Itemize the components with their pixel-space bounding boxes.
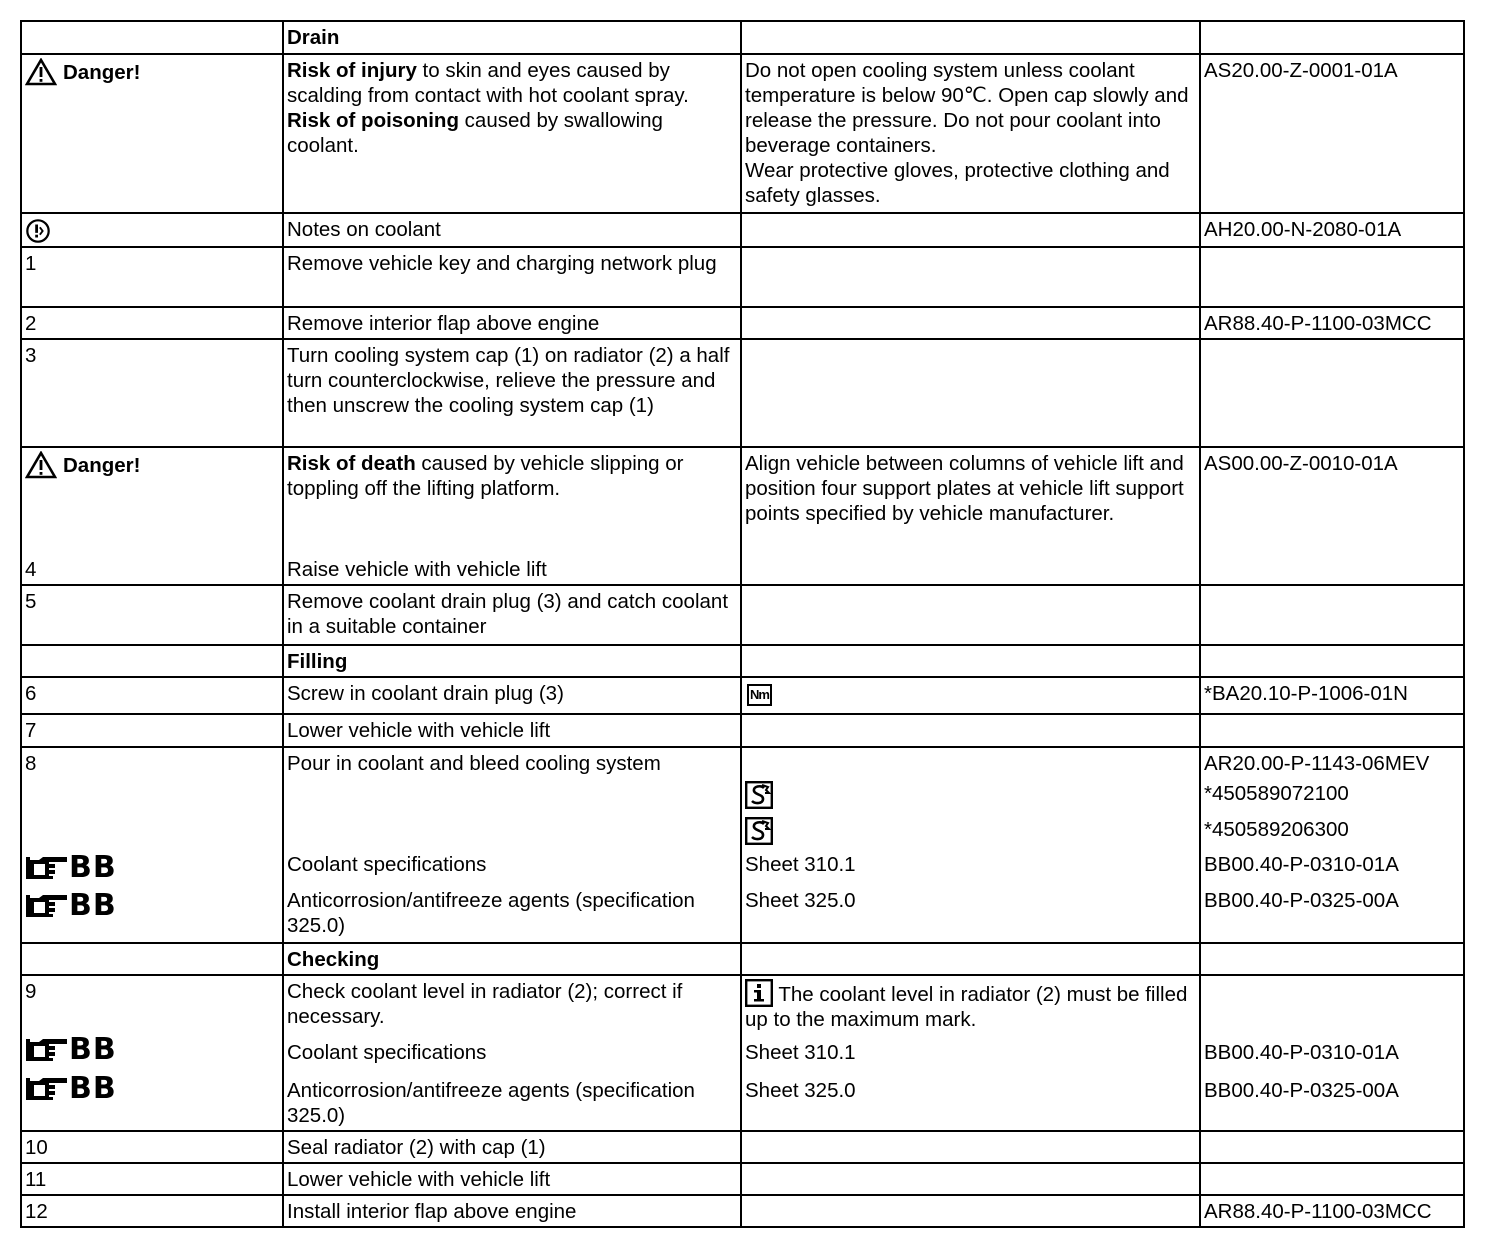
sheet-text: Sheet 325.0 (745, 1079, 856, 1102)
doc-reference[interactable]: AS20.00-Z-0001-01A (1200, 54, 1464, 213)
risk-text: caused by vehicle slipping or toppling off the lifting platform. (287, 452, 684, 500)
spec-text: Coolant specifications (287, 853, 487, 876)
sheet-text: Sheet 325.0 (745, 889, 856, 912)
warning-triangle-icon (25, 58, 57, 86)
step-number: 12 (21, 1195, 283, 1227)
step-number: 4 (25, 558, 37, 581)
doc-reference[interactable]: AH20.00-N-2080-01A (1200, 213, 1464, 247)
step-number: 1 (21, 247, 283, 307)
danger-text: Danger! (63, 453, 141, 477)
info-icon (745, 979, 773, 1007)
bb-reference[interactable] (25, 1032, 277, 1067)
doc-reference[interactable]: BB00.40-P-0310-01A (1204, 853, 1399, 876)
step-text: Remove coolant drain plug (3) and catch coolant in a suitable container (283, 585, 741, 645)
pointing-hand-icon (25, 855, 69, 881)
table-row (21, 747, 1464, 943)
table-row (21, 447, 1464, 585)
safety-measures: Wear protective gloves, protective clothing and safety glasses. (745, 159, 1170, 207)
risk-text: to skin and eyes caused by scalding from contact with hot coolant spray. (287, 59, 689, 107)
step-text: Turn cooling system cap (1) on radiator (2) a half turn counterclockwise, relieve the pressure and then unscrew the cooling system cap (1) (283, 339, 741, 447)
doc-reference[interactable]: BB00.40-P-0325-00A (1204, 1079, 1399, 1102)
info-text: The coolant level in radiator (2) must be filled up to the maximum mark. (745, 983, 1188, 1031)
step-number: 8 (25, 752, 37, 775)
table-row (21, 1131, 1464, 1163)
bb-label: BB (69, 850, 117, 885)
section-row-drain (21, 21, 1464, 54)
section-row-checking (21, 943, 1464, 975)
risk-title: Risk of injury (287, 59, 417, 82)
danger-label (25, 451, 277, 479)
step-number: 7 (21, 714, 283, 747)
step-number: 10 (21, 1131, 283, 1163)
bb-reference[interactable] (25, 888, 277, 923)
safety-measures: Align vehicle between columns of vehicle lift and position four support plates at vehicle lift support points specified by vehicle manufacturer. (741, 447, 1200, 585)
table-row (21, 714, 1464, 747)
table-row (21, 247, 1464, 307)
pointing-hand-icon (25, 893, 69, 919)
step-text: Pour in coolant and bleed cooling system (287, 752, 661, 775)
warning-triangle-icon (25, 451, 57, 479)
step-number: 5 (21, 585, 283, 645)
risk-text: caused by swallowing coolant. (287, 109, 663, 157)
pointing-hand-icon (25, 1037, 69, 1063)
doc-reference[interactable]: *BA20.10-P-1006-01N (1200, 677, 1464, 714)
safety-measures: Do not open cooling system unless coolant temperature is below 90℃. Open cap slowly and release the pressure. Do not pour coolant into beverage containers. (745, 59, 1189, 157)
table-row (21, 1195, 1464, 1227)
sheet-text: Sheet 310.1 (745, 1041, 856, 1064)
step-number: 9 (25, 980, 37, 1003)
special-tool-icon[interactable] (745, 781, 773, 809)
doc-reference[interactable]: BB00.40-P-0325-00A (1204, 889, 1399, 912)
step-text: Check coolant level in radiator (2); correct if necessary. (287, 980, 683, 1028)
step-number: 2 (21, 307, 283, 339)
step-text: Remove interior flap above engine (283, 307, 741, 339)
doc-reference[interactable]: AR20.00-P-1143-06MEV (1204, 752, 1430, 775)
step-text: Install interior flap above engine (283, 1195, 741, 1227)
special-tool-icon[interactable] (745, 817, 773, 845)
section-title-checking: Checking (283, 943, 741, 975)
table-row (21, 307, 1464, 339)
spec-text: Anticorrosion/antifreeze agents (specification 325.0) (287, 889, 695, 937)
risk-title: Risk of poisoning (287, 109, 459, 132)
step-number: 6 (21, 677, 283, 714)
table-row (21, 585, 1464, 645)
doc-reference[interactable]: AS00.00-Z-0010-01A (1200, 447, 1464, 585)
danger-text: Danger! (63, 60, 141, 84)
notes-icon (25, 218, 51, 244)
procedure-table (20, 20, 1465, 1228)
step-text: Notes on coolant (283, 213, 741, 247)
bb-label: BB (69, 888, 117, 923)
bb-reference[interactable] (25, 1071, 277, 1106)
table-row (21, 677, 1464, 714)
doc-reference[interactable]: AR88.40-P-1100-03MCC (1200, 1195, 1464, 1227)
danger-label (25, 58, 277, 86)
step-number: 3 (21, 339, 283, 447)
bb-label: BB (69, 1071, 117, 1106)
section-row-filling (21, 645, 1464, 677)
table-row (21, 975, 1464, 1131)
step-text: Remove vehicle key and charging network plug (283, 247, 741, 307)
risk-title: Risk of death (287, 452, 416, 475)
tool-reference[interactable]: *450589206300 (1204, 818, 1349, 841)
spec-text: Anticorrosion/antifreeze agents (specification 325.0) (287, 1079, 695, 1127)
sheet-text: Sheet 310.1 (745, 853, 856, 876)
table-row (21, 1163, 1464, 1195)
spec-text: Coolant specifications (287, 1041, 487, 1064)
doc-reference[interactable]: BB00.40-P-0310-01A (1204, 1041, 1399, 1064)
step-text: Screw in coolant drain plug (3) (283, 677, 741, 714)
section-title-filling: Filling (283, 645, 741, 677)
torque-nm-icon[interactable]: Nm (747, 684, 772, 706)
table-row (21, 54, 1464, 213)
table-row (21, 339, 1464, 447)
bb-label: BB (69, 1032, 117, 1067)
section-title-drain: Drain (283, 21, 741, 54)
pointing-hand-icon (25, 1076, 69, 1102)
step-text: Lower vehicle with vehicle lift (283, 1163, 741, 1195)
table-row (21, 213, 1464, 247)
step-text: Seal radiator (2) with cap (1) (283, 1131, 741, 1163)
doc-reference[interactable]: AR88.40-P-1100-03MCC (1200, 307, 1464, 339)
step-text: Raise vehicle with vehicle lift (287, 558, 547, 581)
tool-reference[interactable]: *450589072100 (1204, 782, 1349, 805)
step-text: Lower vehicle with vehicle lift (283, 714, 741, 747)
step-number: 11 (21, 1163, 283, 1195)
bb-reference[interactable] (25, 850, 277, 885)
